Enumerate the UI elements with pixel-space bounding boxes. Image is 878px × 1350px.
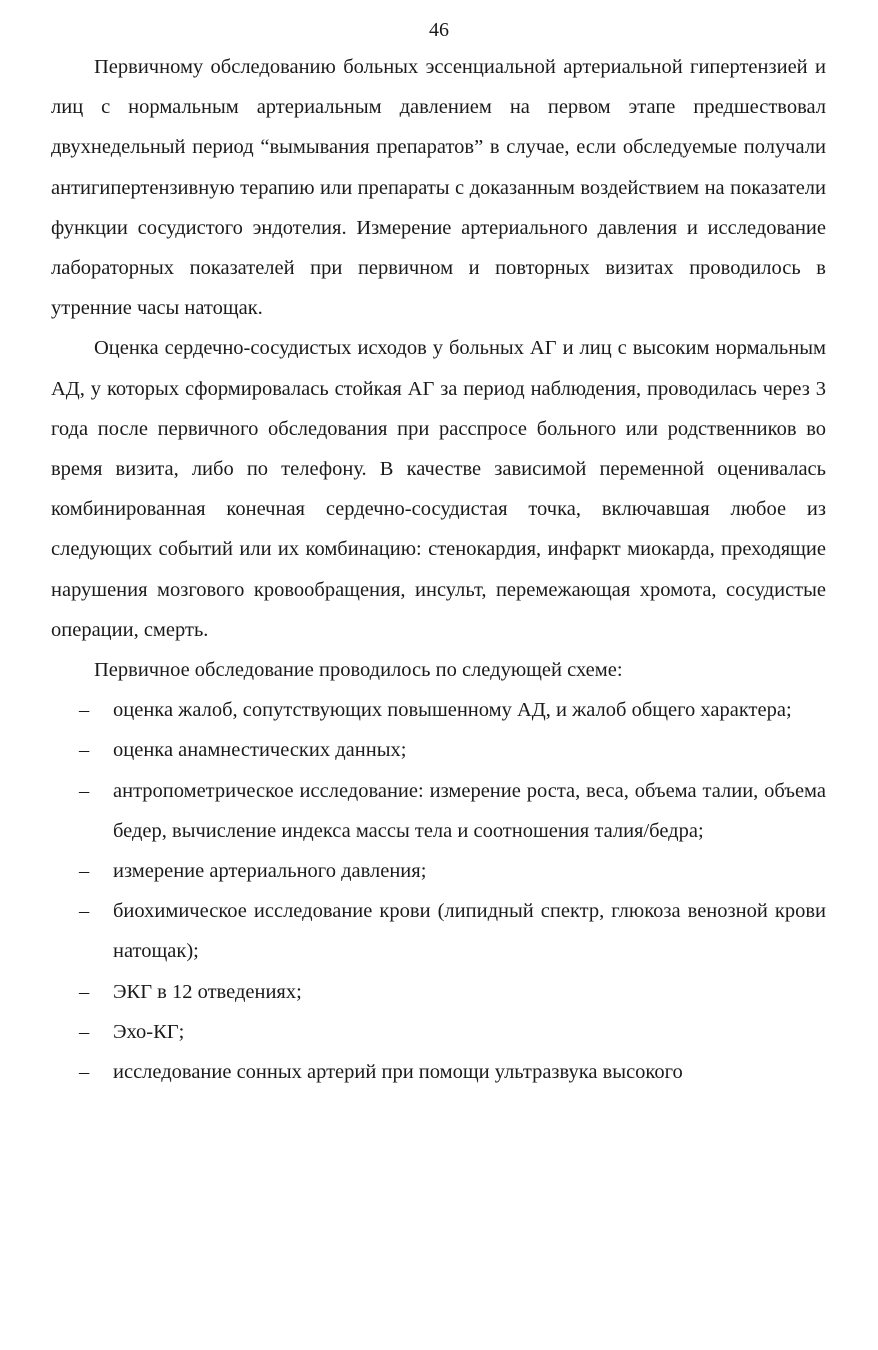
list-item <box>51 972 826 1012</box>
list-bullet-dash: – <box>79 980 90 1003</box>
list-item-text: антропометрическое исследование: измерение роста, веса, объема талии, объема бедер, вычисление индекса массы тела и соотношения талия/бедра; <box>113 779 826 842</box>
list-item-text: биохимическое исследование крови (липидный спектр, глюкоза венозной крови натощак); <box>113 900 826 963</box>
page-number: 46 <box>429 19 449 41</box>
list-bullet-dash: – <box>79 1061 90 1084</box>
list-item <box>51 891 826 971</box>
list-item <box>51 730 826 770</box>
list-bullet-dash: – <box>79 860 90 883</box>
list-item-text: оценка жалоб, сопутствующих повышенному АД, и жалоб общего характера; <box>113 699 792 722</box>
list-item <box>51 771 826 851</box>
list-bullet-dash: – <box>79 699 90 722</box>
list-item-text: оценка анамнестических данных; <box>113 739 407 762</box>
list-item <box>51 1052 826 1092</box>
list-item <box>51 1012 826 1052</box>
list-item-text: исследование сонных артерий при помощи ультразвука высокого <box>113 1061 683 1084</box>
list-item-text: Эхо-КГ; <box>113 1020 185 1043</box>
paragraph-washout-period: Первичному обследованию больных эссенциальной артериальной гипертензией и лиц с нормальным артериальным давлением на первом этапе предшествовал двухнедельный период “вымывания препаратов” в случае, если обследуемые получали антигипертензивную терапию или препараты с доказанным воздействием на показатели функции сосудистого эндотелия. Измерение артериального давления и исследование лабораторных показателей при первичном и повторных визитах проводилось в утренние часы натощак. <box>51 56 826 320</box>
paragraph-outcomes-assessment: Оценка сердечно-сосудистых исходов у больных АГ и лиц с высоким нормальным АД, у которых сформировалась стойкая АГ за период наблюдения, проводилась через 3 года после первичного обследования при расспросе больного или родственников во время визита, либо по телефону. В качестве зависимой переменной оценивалась комбинированная конечная сердечно-сосудистая точка, включавшая любое из следующих событий или их комбинацию: стенокардия, инфаркт миокарда, преходящие нарушения мозгового кровообращения, инсульт, перемежающая хромота, сосудистые операции, смерть. <box>51 337 826 641</box>
examination-list <box>51 690 826 1092</box>
list-item <box>51 851 826 891</box>
list-bullet-dash: – <box>79 900 90 923</box>
document-body <box>51 47 826 1092</box>
list-item-text: измерение артериального давления; <box>113 860 427 883</box>
list-item <box>51 690 826 730</box>
list-intro: Первичное обследование проводилось по следующей схеме: <box>94 659 623 682</box>
list-bullet-dash: – <box>79 1020 90 1043</box>
list-item-text: ЭКГ в 12 отведениях; <box>113 980 302 1003</box>
list-bullet-dash: – <box>79 779 90 802</box>
list-bullet-dash: – <box>79 739 90 762</box>
